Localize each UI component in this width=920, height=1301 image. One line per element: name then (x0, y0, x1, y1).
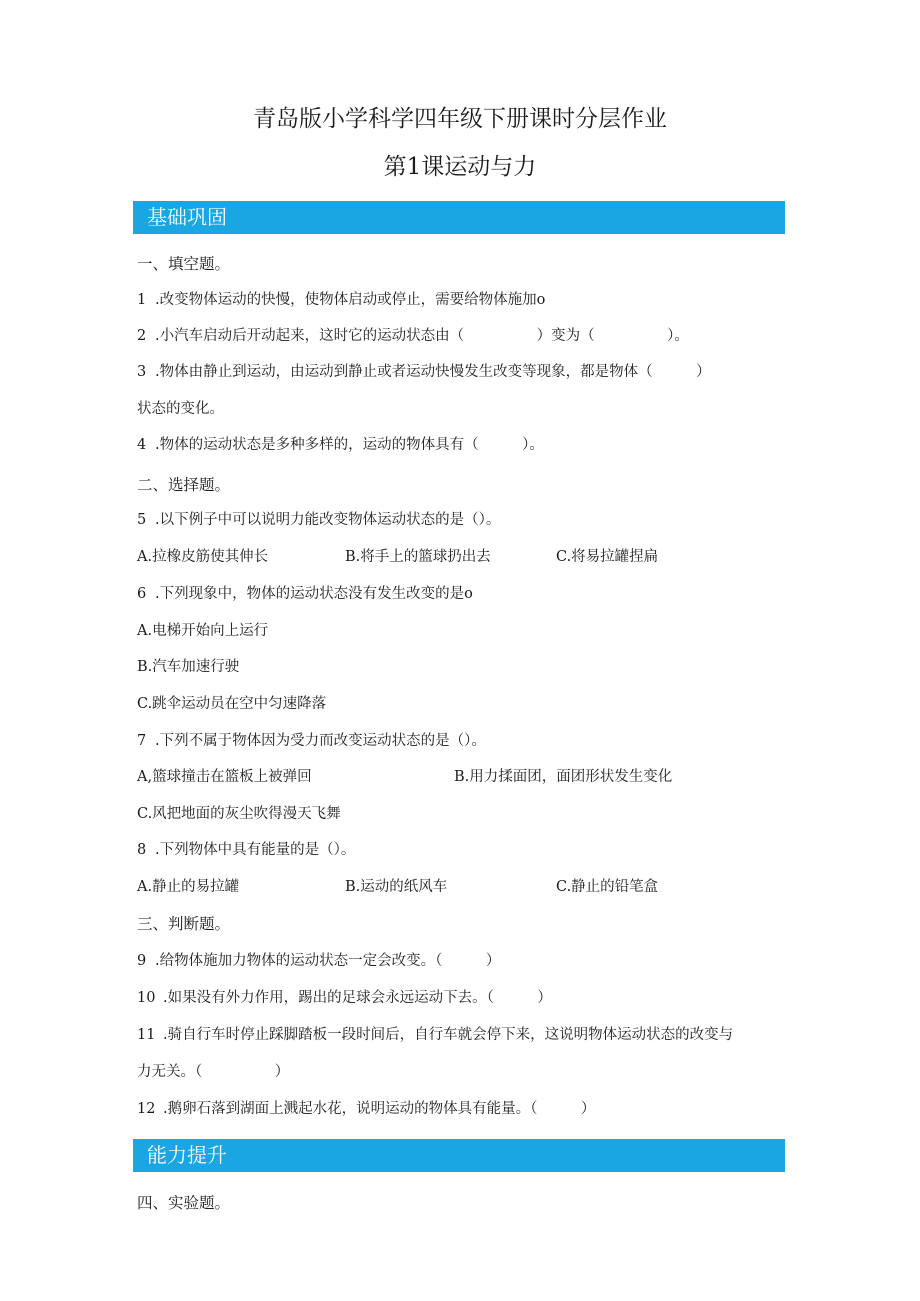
question-8 (137, 838, 355, 859)
question-text: .给物体施加力物体的运动状态一定会改变。（ ） (155, 953, 501, 969)
question-9 (137, 949, 500, 970)
q5-option-c: C.将易拉罐捏扁 (556, 549, 659, 565)
q6-option-c: C.跳伞运动员在空中匀速降落 (137, 696, 327, 712)
question-text: .如果没有外力作用，踢出的足球会永远运动下去。（ ） (163, 990, 552, 1006)
question-number: 4 (137, 437, 147, 453)
question-11-continuation: 力无关。（ ） (137, 1064, 290, 1080)
question-text: .下列现象中，物体的运动状态没有发生改变的是o (155, 586, 473, 602)
part-heading-judge: 三、判断题。 (137, 915, 231, 933)
question-number: 10 (137, 990, 156, 1006)
question-7 (137, 729, 486, 750)
question-number: 6 (137, 586, 147, 602)
question-text: .下列不属于物体因为受力而改变运动状态的是（）。 (155, 733, 486, 749)
question-number: 1 (137, 292, 147, 308)
question-1 (137, 288, 545, 309)
question-10 (137, 986, 552, 1007)
question-text: .下列物体中具有能量的是（）。 (155, 842, 356, 858)
question-number: 7 (137, 733, 147, 749)
q8-option-c: C.静止的铅笔盒 (556, 879, 659, 895)
part-heading-experiment: 四、实验题。 (137, 1194, 231, 1212)
q6-option-b: B.汽车加速行驶 (137, 659, 240, 675)
q5-option-b: B.将手上的篮球扔出去 (345, 549, 491, 565)
q8-option-b: B.运动的纸风车 (345, 879, 448, 895)
question-number: 8 (137, 842, 147, 858)
question-number: 11 (137, 1027, 156, 1043)
section-band-basic: 基础巩固 (133, 201, 785, 234)
q6-option-a: A.电梯开始向上运行 (137, 623, 269, 639)
question-3-continuation: 状态的变化。 (137, 401, 224, 417)
question-number: 5 (137, 512, 147, 528)
question-text: .物体的运动状态是多种多样的，运动的物体具有（ ）。 (155, 437, 544, 453)
question-text: .骑自行车时停止踩脚踏板一段时间后，自行车就会停下来，这说明物体运动状态的改变与 (163, 1027, 734, 1043)
question-text: .以下例子中可以说明力能改变物体运动状态的是（）。 (155, 512, 501, 528)
q7-option-b: B.用力揉面团，面团形状发生变化 (454, 769, 673, 785)
question-text: .小汽车启动后开动起来，这时它的运动状态由（ ）变为（ ）。 (155, 328, 689, 344)
q7-option-a: A,篮球撞击在篮板上被弹回 (137, 769, 312, 785)
question-6 (137, 582, 473, 603)
section-band-advanced: 能力提升 (133, 1139, 785, 1172)
question-4 (137, 433, 544, 454)
question-number: 3 (137, 364, 147, 380)
question-5 (137, 508, 500, 529)
question-12 (137, 1097, 595, 1118)
question-3 (137, 360, 711, 381)
question-number: 9 (137, 953, 147, 969)
question-text: .鹅卵石落到湖面上溅起水花，说明运动的物体具有能量。（ ） (163, 1101, 596, 1117)
question-number: 2 (137, 328, 147, 344)
question-2 (137, 324, 689, 345)
question-text: .物体由静止到运动，由运动到静止或者运动快慢发生改变等现象，都是物体（ ） (155, 364, 711, 380)
q7-option-c: C.风把地面的灰尘吹得漫天飞舞 (137, 806, 341, 822)
part-heading-choice: 二、选择题。 (137, 476, 231, 494)
question-number: 12 (137, 1101, 156, 1117)
page-subtitle: 第1课运动与力 (383, 154, 537, 180)
part-heading-fill: 一、填空题。 (137, 255, 231, 273)
question-text: .改变物体运动的快慢，使物体启动或停止，需要给物体施加o (155, 292, 546, 308)
q5-option-a: A.拉橡皮筋使其伸长 (137, 549, 269, 565)
q8-option-a: A.静止的易拉罐 (137, 879, 240, 895)
page-title: 青岛版小学科学四年级下册课时分层作业 (253, 106, 667, 132)
question-11 (137, 1023, 733, 1044)
